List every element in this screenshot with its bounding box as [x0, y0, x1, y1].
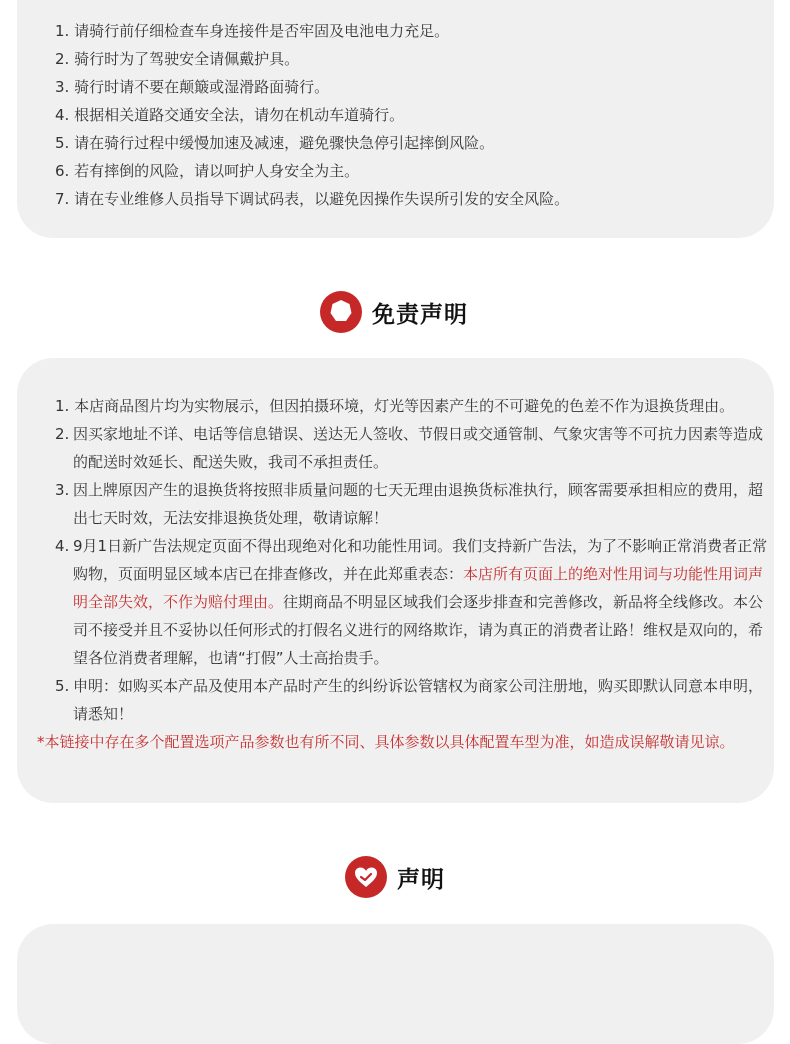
list-item: 2. 骑行时为了驾驶安全请佩戴护具。	[55, 50, 300, 68]
list-item: 3. 骑行时请不要在颠簸或湿滑路面骑行。	[55, 78, 330, 96]
section-title: 声明	[397, 866, 445, 893]
heart-handshake-icon	[345, 856, 387, 898]
list-item	[55, 476, 768, 532]
statement-heading	[345, 856, 445, 898]
list-item	[55, 532, 768, 672]
list-item: 1. 请骑行前仔细检查车身连接件是否牢固及电池电力充足。	[55, 22, 450, 40]
circle-badge-icon	[320, 291, 362, 333]
list-item	[55, 420, 768, 476]
item-text: 往期商品不明显区域我们会逐步排查和完善修改，新品将全线修改。本公司不接受并且不妥协以任何形式的打假名义进行的网络欺诈，请为真正的消费者让路！维权是双向的，希望各位消费者理解，也请“打假”人士高抬贵手。	[73, 593, 764, 667]
section-title: 免责声明	[372, 301, 468, 328]
item-number: 1.	[55, 397, 70, 415]
disclaimer-card	[17, 358, 774, 803]
item-number: 4.	[55, 537, 70, 555]
highlight-text: 本店所有页面上的绝对性用词与功能性用词声明全部失效，不作为赔付理由。	[73, 565, 764, 611]
item-text: 因买家地址不详、电话等信息错误、送达无人签收、节假日或交通管制、气象灾害等不可抗力因素等造成的配送时效延长、配送失败，我司不承担责任。	[73, 425, 764, 471]
disclaimer-list	[37, 392, 768, 756]
list-item: 5. 请在骑行过程中缓慢加速及减速，避免骤快急停引起摔倒风险。	[55, 134, 495, 152]
disclaimer-note: *本链接中存在多个配置选项产品参数也有所不同、具体参数以具体配置车型为准，如造成误解敬请见谅。	[37, 733, 735, 751]
item-text: 因上牌原因产生的退换货将按照非质量问题的七天无理由退换货标准执行，顾客需要承担相应的费用，超出七天时效，无法安排退换货处理，敬请谅解！	[73, 481, 764, 527]
item-text: 本店商品图片均为实物展示，但因拍摄环境，灯光等因素产生的不可避免的色差不作为退换货理由。	[74, 397, 735, 415]
list-item: 7. 请在专业维修人员指导下调试码表，以避免因操作失误所引发的安全风险。	[55, 190, 570, 208]
safety-card	[17, 0, 774, 238]
list-item	[55, 672, 768, 728]
list-item: 4. 根据相关道路交通安全法，请勿在机动车道骑行。	[55, 106, 405, 124]
item-text: 9月1日新广告法规定页面不得出现绝对化和功能性用词。我们支持新广告法，为了不影响正常消费者正常购物，页面明显区域本店已在排查修改，并在此郑重表态：	[73, 537, 768, 583]
list-item: 6. 若有摔倒的风险，请以呵护人身安全为主。	[55, 162, 360, 180]
safety-list	[55, 17, 768, 213]
list-item	[55, 392, 768, 420]
item-text: 申明：如购买本产品及使用本产品时产生的纠纷诉讼管辖权为商家公司注册地，购买即默认同意本申明，请悉知！	[73, 677, 764, 723]
disclaimer-heading	[320, 291, 468, 333]
statement-card	[17, 924, 774, 1044]
item-number: 2.	[55, 425, 70, 443]
item-number: 3.	[55, 481, 70, 499]
item-number: 5.	[55, 677, 70, 695]
